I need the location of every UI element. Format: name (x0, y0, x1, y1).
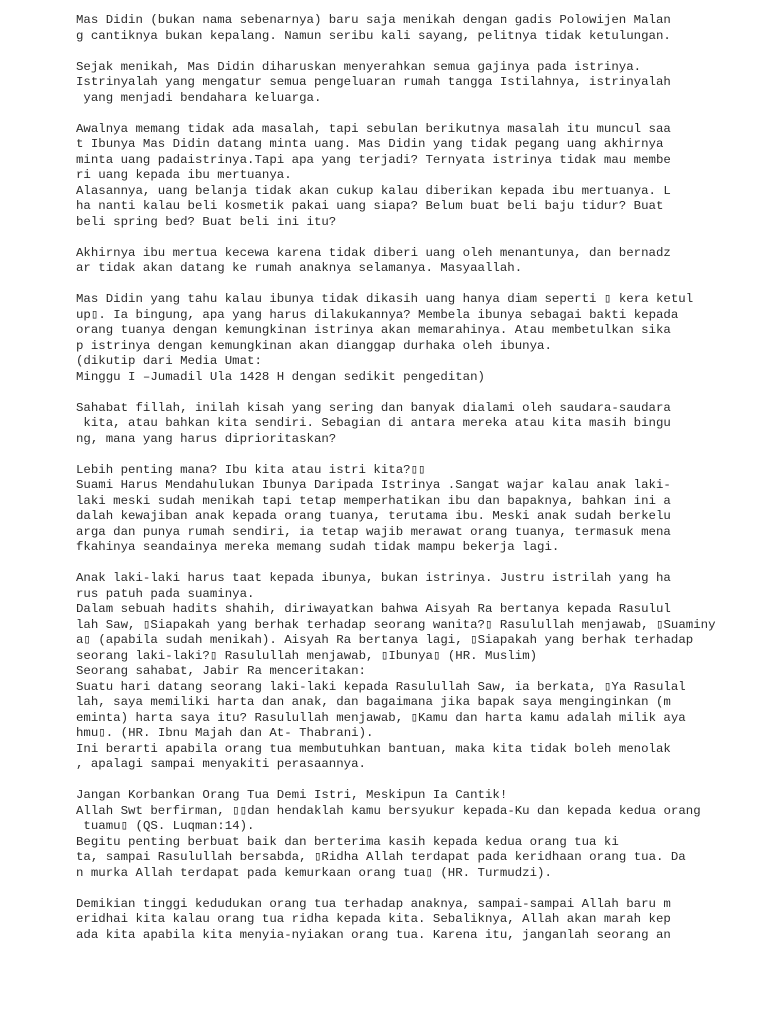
text-line: lah, saya memiliki harta dan anak, dan bagaimana jika bapak saya menginginkan (m (76, 695, 671, 709)
text-line: g cantiknya bukan kepalang. Namun seribu kali sayang, pelitnya tidak ketulungan. (76, 28, 671, 43)
text-line: tuamu▯ (QS. Luqman:14). (76, 819, 255, 833)
text-line: Lebih penting mana? Ibu kita atau istri kita?▯▯ (76, 462, 426, 477)
blank-line (76, 773, 768, 789)
text-line: Minggu I –Jumadil Ula 1428 H dengan sedikit pengeditan) (76, 369, 485, 384)
text-line: Ini berarti apabila orang tua membutuhkan bantuan, maka kita tidak boleh menolak (76, 741, 671, 756)
text-line: seorang laki-laki?▯ Rasulullah menjawab, ▯Ibunya▯ (HR. Muslim) (76, 648, 538, 663)
text-line: Allah Swt berfirman, ▯▯dan hendaklah kamu bersyukur kepada-Ku dan kepada kedua orang (76, 803, 701, 818)
text-line: orang tuanya dengan kemungkinan istrinya akan memarahinya. Atau membetulkan sika (76, 323, 671, 337)
text-line: Seorang sahabat, Jabir Ra menceritakan: (76, 664, 366, 678)
text-line: arga dan punya rumah sendiri, ia tetap wajib merawat orang tuanya, termasuk mena (76, 524, 671, 539)
text-line: Mas Didin yang tahu kalau ibunya tidak dikasih uang hanya diam seperti ▯ kera ketul (76, 292, 694, 306)
blank-line (76, 385, 768, 401)
blank-line (76, 44, 768, 60)
text-line: a▯ (apabila sudah menikah). Aisyah Ra bertanya lagi, ▯Siapakah yang berhak terhadap (76, 633, 694, 647)
text-line: beli spring bed? Buat beli ini itu? (76, 214, 337, 229)
blank-line (76, 106, 768, 122)
text-line: n murka Allah terdapat pada kemurkaan orang tua▯ (HR. Turmudzi). (76, 865, 552, 880)
text-line: Jangan Korbankan Orang Tua Demi Istri, Meskipun Ia Cantik! (76, 788, 508, 802)
text-line: yang menjadi bendahara keluarga. (76, 90, 322, 105)
text-line: Suatu hari datang seorang laki-laki kepada Rasulullah Saw, ia berkata, ▯Ya Rasulal (76, 679, 686, 694)
text-line: eminta) harta saya itu? Rasulullah menjawab, ▯Kamu dan harta kamu adalah milik aya (76, 710, 686, 725)
text-line: ri uang kepada ibu mertuanya. (76, 168, 292, 182)
text-line: Demikian tinggi kedudukan orang tua terhadap anaknya, sampai-sampai Allah baru m (76, 896, 671, 911)
text-line: Istrinyalah yang mengatur semua pengeluaran rumah tangga Istilahnya, istrinyalah (76, 75, 671, 89)
text-line: lah Saw, ▯Siapakah yang berhak terhadap seorang wanita?▯ Rasulullah menjawab, ▯Suaminy (76, 617, 716, 632)
text-line: fkahinya seandainya mereka memang sudah tidak mampu bekerja lagi. (76, 540, 560, 554)
text-line: ng, mana yang harus diprioritaskan? (76, 431, 337, 446)
text-line: Suami Harus Mendahulukan Ibunya Daripada Istrinya .Sangat wajar kalau anak laki- (76, 478, 671, 492)
text-line: Awalnya memang tidak ada masalah, tapi sebulan berikutnya masalah itu muncul saa (76, 121, 671, 136)
text-line: Sejak menikah, Mas Didin diharuskan menyerahkan semua gajinya pada istrinya. (76, 59, 642, 74)
blank-line (76, 447, 768, 463)
text-line: Sahabat fillah, inilah kisah yang sering dan banyak dialami oleh saudara-saudara (76, 400, 671, 415)
text-line: up▯. Ia bingung, apa yang harus dilakukannya? Membela ibunya sebagai bakti kepada (76, 307, 679, 322)
text-line: Alasannya, uang belanja tidak akan cukup kalau diberikan kepada ibu mertuanya. L (76, 183, 671, 198)
text-line: eridhai kita kalau orang tua ridha kepada kita. Sebaliknya, Allah akan marah kep (76, 912, 671, 926)
text-line: ta, sampai Rasulullah bersabda, ▯Ridha Allah terdapat pada keridhaan orang tua. Da (76, 850, 686, 864)
text-line: ha nanti kalau beli kosmetik pakai uang siapa? Belum buat beli baju tidur? Buat (76, 199, 664, 213)
text-line: Anak laki-laki harus taat kepada ibunya, bukan istrinya. Justru istrilah yang ha (76, 571, 671, 585)
text-line: ada kita apabila kita menyia-nyiakan orang tua. Karena itu, janganlah seorang an (76, 927, 671, 942)
text-line: Dalam sebuah hadits shahih, diriwayatkan bahwa Aisyah Ra bertanya kepada Rasulul (76, 602, 671, 616)
text-line: Begitu penting berbuat baik dan berterima kasih kepada kedua orang tua ki (76, 834, 619, 849)
text-line: t Ibunya Mas Didin datang minta uang. Mas Didin yang tidak pegang uang akhirnya (76, 137, 664, 151)
text-line: (dikutip dari Media Umat: (76, 354, 262, 368)
blank-line (76, 881, 768, 897)
text-line: ar tidak akan datang ke rumah anaknya selamanya. Masyaallah. (76, 261, 523, 275)
text-line: kita, atau bahkan kita sendiri. Sebagian di antara mereka atau kita masih bingu (76, 416, 671, 430)
blank-line (76, 556, 768, 572)
text-line: rus patuh pada suaminya. (76, 586, 255, 601)
text-line: minta uang padaistrinya.Tapi apa yang terjadi? Ternyata istrinya tidak mau membe (76, 152, 671, 167)
text-line: , apalagi sampai menyakiti perasaannya. (76, 757, 366, 771)
blank-line (76, 230, 768, 246)
text-line: dalah kewajiban anak kepada orang tuanya, terutama ibu. Meski anak sudah berkelu (76, 509, 671, 523)
blank-line (76, 277, 768, 293)
text-line: hmu▯. (HR. Ibnu Majah dan At- Thabrani). (76, 726, 374, 740)
text-line: laki meski sudah menikah tapi tetap memperhatikan ibu dan bapaknya, bahkan ini a (76, 493, 671, 508)
text-line: p istrinya dengan kemungkinan akan dianggap durhaka oleh ibunya. (76, 338, 552, 353)
text-line: Akhirnya ibu mertua kecewa karena tidak diberi uang oleh menantunya, dan bernadz (76, 245, 671, 260)
text-line: Mas Didin (bukan nama sebenarnya) baru saja menikah dengan gadis Polowijen Malan (76, 13, 671, 27)
